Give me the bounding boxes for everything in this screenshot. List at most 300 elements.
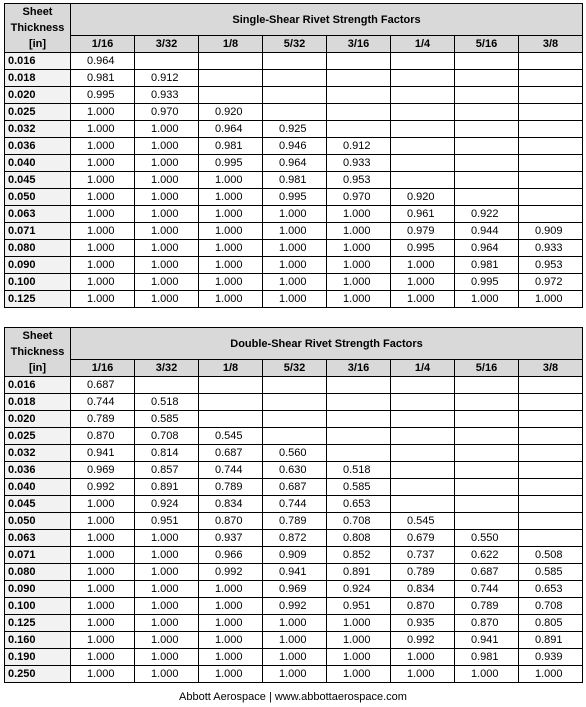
factor-cell: 0.872 — [263, 530, 327, 547]
sheet-thickness-cell: 0.160 — [5, 632, 71, 649]
factor-cell: 0.687 — [455, 564, 519, 581]
sheet-thickness-cell: 0.032 — [5, 445, 71, 462]
factor-cell: 1.000 — [135, 223, 199, 240]
factor-cell: 0.912 — [327, 138, 391, 155]
factor-cell — [455, 172, 519, 189]
rivet-diameter-header: 3/16 — [327, 360, 391, 377]
table-row — [5, 189, 583, 206]
sheet-thickness-cell: 0.063 — [5, 530, 71, 547]
factor-cell — [455, 87, 519, 104]
sheet-thickness-cell: 0.125 — [5, 615, 71, 632]
table-row — [5, 172, 583, 189]
sheet-thickness-cell: 0.020 — [5, 87, 71, 104]
factor-cell — [391, 138, 455, 155]
factor-cell: 1.000 — [519, 291, 583, 308]
factor-cell: 0.981 — [455, 649, 519, 666]
factor-cell: 1.000 — [135, 240, 199, 257]
factor-cell — [455, 70, 519, 87]
factor-cell: 0.870 — [391, 598, 455, 615]
table-row — [5, 121, 583, 138]
factor-cell: 0.545 — [199, 428, 263, 445]
factor-cell: 1.000 — [71, 496, 135, 513]
factor-cell: 0.970 — [135, 104, 199, 121]
factor-cell — [455, 513, 519, 530]
sheet-thickness-header — [5, 4, 71, 53]
factor-cell: 1.000 — [327, 274, 391, 291]
factor-cell: 0.953 — [327, 172, 391, 189]
factor-cell — [327, 377, 391, 394]
sheet-thickness-cell: 0.025 — [5, 428, 71, 445]
sheet-thickness-cell: 0.125 — [5, 291, 71, 308]
factor-cell: 0.992 — [71, 479, 135, 496]
factor-cell: 0.924 — [327, 581, 391, 598]
factor-cell: 1.000 — [71, 598, 135, 615]
factor-cell: 0.545 — [391, 513, 455, 530]
factor-cell: 0.891 — [327, 564, 391, 581]
rivet-diameter-header: 3/32 — [135, 36, 199, 53]
sheet-thickness-cell: 0.036 — [5, 138, 71, 155]
factor-cell: 1.000 — [135, 581, 199, 598]
sheet-thickness-cell: 0.071 — [5, 547, 71, 564]
factor-cell: 0.961 — [391, 206, 455, 223]
factor-cell — [263, 70, 327, 87]
factor-cell: 0.834 — [391, 581, 455, 598]
factor-cell: 0.933 — [327, 155, 391, 172]
factor-cell — [263, 104, 327, 121]
factor-cell: 0.737 — [391, 547, 455, 564]
factor-cell: 0.924 — [135, 496, 199, 513]
sheet-thickness-cell: 0.040 — [5, 479, 71, 496]
sheet-thickness-cell: 0.100 — [5, 274, 71, 291]
sheet-thickness-cell: 0.090 — [5, 581, 71, 598]
sheet-thickness-cell: 0.050 — [5, 513, 71, 530]
table-row — [5, 411, 583, 428]
factor-cell: 1.000 — [135, 206, 199, 223]
factor-cell: 1.000 — [455, 291, 519, 308]
factor-cell — [519, 479, 583, 496]
factor-cell: 1.000 — [71, 138, 135, 155]
factor-cell — [327, 87, 391, 104]
factor-cell: 0.995 — [71, 87, 135, 104]
factor-cell: 1.000 — [263, 291, 327, 308]
table-row — [5, 87, 583, 104]
table-row — [5, 257, 583, 274]
sheet-thickness-cell: 0.250 — [5, 666, 71, 683]
factor-cell: 0.992 — [263, 598, 327, 615]
factor-cell: 1.000 — [71, 530, 135, 547]
factor-cell: 1.000 — [455, 666, 519, 683]
factor-cell: 1.000 — [199, 223, 263, 240]
factor-cell: 0.933 — [135, 87, 199, 104]
table-row — [5, 513, 583, 530]
factor-cell — [519, 53, 583, 70]
factor-cell: 1.000 — [263, 666, 327, 683]
table-row — [5, 138, 583, 155]
factor-cell: 0.951 — [327, 598, 391, 615]
factor-cell: 1.000 — [135, 189, 199, 206]
sheet-thickness-cell: 0.080 — [5, 564, 71, 581]
factor-cell — [391, 377, 455, 394]
factor-cell: 0.981 — [71, 70, 135, 87]
factor-cell: 1.000 — [199, 189, 263, 206]
factor-cell: 1.000 — [135, 155, 199, 172]
factor-cell: 0.972 — [519, 274, 583, 291]
factor-cell: 0.508 — [519, 547, 583, 564]
factor-cell: 0.687 — [71, 377, 135, 394]
factor-cell — [327, 104, 391, 121]
factor-cell — [327, 53, 391, 70]
factor-cell — [519, 206, 583, 223]
table-row — [5, 377, 583, 394]
factor-cell: 0.585 — [519, 564, 583, 581]
factor-cell: 1.000 — [71, 291, 135, 308]
factor-cell: 0.687 — [199, 445, 263, 462]
factor-cell — [519, 394, 583, 411]
rivet-diameter-header: 5/32 — [263, 36, 327, 53]
factor-cell: 1.000 — [71, 257, 135, 274]
factor-cell: 0.744 — [455, 581, 519, 598]
factor-cell: 0.966 — [199, 547, 263, 564]
factor-cell: 1.000 — [135, 291, 199, 308]
factor-cell: 0.550 — [455, 530, 519, 547]
factor-cell — [455, 138, 519, 155]
corner-line: [in] — [28, 38, 47, 50]
factor-cell: 1.000 — [71, 104, 135, 121]
table-row — [5, 632, 583, 649]
factor-cell: 1.000 — [71, 206, 135, 223]
factor-cell: 0.964 — [199, 121, 263, 138]
factor-cell: 0.979 — [391, 223, 455, 240]
factor-cell: 1.000 — [135, 666, 199, 683]
table-body — [5, 53, 583, 308]
sheet-thickness-cell: 0.050 — [5, 189, 71, 206]
factor-cell: 1.000 — [71, 581, 135, 598]
factor-cell: 0.969 — [71, 462, 135, 479]
factor-cell — [519, 70, 583, 87]
factor-cell: 0.935 — [391, 615, 455, 632]
factor-cell: 1.000 — [135, 530, 199, 547]
factor-cell: 0.891 — [135, 479, 199, 496]
factor-cell: 1.000 — [71, 547, 135, 564]
factor-cell: 1.000 — [519, 666, 583, 683]
factor-cell: 1.000 — [71, 615, 135, 632]
factor-cell: 1.000 — [327, 223, 391, 240]
table-row — [5, 240, 583, 257]
factor-cell — [135, 53, 199, 70]
table-row — [5, 428, 583, 445]
sheet-thickness-cell: 0.080 — [5, 240, 71, 257]
factor-cell — [391, 172, 455, 189]
factor-cell: 0.981 — [455, 257, 519, 274]
factor-cell — [391, 462, 455, 479]
factor-cell: 0.744 — [199, 462, 263, 479]
factor-cell: 0.870 — [71, 428, 135, 445]
factor-cell — [391, 479, 455, 496]
factor-cell — [327, 428, 391, 445]
factor-cell: 1.000 — [263, 257, 327, 274]
factor-cell: 1.000 — [71, 274, 135, 291]
factor-cell: 0.653 — [519, 581, 583, 598]
table-row — [5, 394, 583, 411]
factor-cell: 1.000 — [327, 632, 391, 649]
factor-cell — [391, 87, 455, 104]
factor-cell: 0.969 — [263, 581, 327, 598]
factor-cell — [391, 70, 455, 87]
factor-cell: 0.808 — [327, 530, 391, 547]
factor-cell: 0.995 — [455, 274, 519, 291]
rivet-diameter-header: 3/8 — [519, 360, 583, 377]
factor-cell: 0.789 — [391, 564, 455, 581]
factor-cell: 0.852 — [327, 547, 391, 564]
factor-cell: 0.622 — [455, 547, 519, 564]
factor-cell: 0.744 — [263, 496, 327, 513]
factor-cell — [263, 411, 327, 428]
factor-cell — [455, 377, 519, 394]
factor-cell: 0.941 — [71, 445, 135, 462]
rivet-diameter-header: 3/8 — [519, 36, 583, 53]
factor-cell: 0.870 — [455, 615, 519, 632]
double-shear-table — [4, 327, 583, 683]
factor-cell: 0.920 — [199, 104, 263, 121]
factor-cell: 1.000 — [391, 649, 455, 666]
factor-cell — [327, 411, 391, 428]
rivet-diameter-header: 3/16 — [327, 36, 391, 53]
factor-cell — [519, 104, 583, 121]
factor-cell — [263, 428, 327, 445]
factor-cell: 1.000 — [327, 206, 391, 223]
factor-cell — [519, 189, 583, 206]
factor-cell: 1.000 — [263, 274, 327, 291]
rivet-diameter-header: 1/16 — [71, 360, 135, 377]
factor-cell: 1.000 — [199, 206, 263, 223]
factor-cell: 0.789 — [199, 479, 263, 496]
factor-cell: 1.000 — [135, 172, 199, 189]
rivet-diameter-header: 1/4 — [391, 360, 455, 377]
factor-cell: 1.000 — [199, 598, 263, 615]
factor-cell — [199, 53, 263, 70]
factor-cell — [391, 121, 455, 138]
table-row — [5, 564, 583, 581]
factor-cell — [391, 411, 455, 428]
factor-cell — [519, 377, 583, 394]
factor-cell — [199, 377, 263, 394]
table-row — [5, 274, 583, 291]
factor-cell: 0.925 — [263, 121, 327, 138]
rivet-diameter-header: 1/8 — [199, 36, 263, 53]
factor-cell: 0.744 — [71, 394, 135, 411]
factor-cell: 1.000 — [135, 121, 199, 138]
table-title: Single-Shear Rivet Strength Factors — [71, 4, 583, 36]
factor-cell: 1.000 — [135, 598, 199, 615]
factor-cell: 1.000 — [263, 240, 327, 257]
rivet-diameter-header: 3/32 — [135, 360, 199, 377]
factor-cell: 0.939 — [519, 649, 583, 666]
factor-cell — [455, 496, 519, 513]
sheet-thickness-cell: 0.025 — [5, 104, 71, 121]
factor-cell — [519, 138, 583, 155]
factor-cell: 0.909 — [263, 547, 327, 564]
factor-cell — [455, 53, 519, 70]
factor-cell: 1.000 — [199, 274, 263, 291]
table-row — [5, 104, 583, 121]
table-row — [5, 462, 583, 479]
table-row — [5, 496, 583, 513]
sheet-thickness-cell: 0.032 — [5, 121, 71, 138]
factor-cell: 1.000 — [263, 206, 327, 223]
factor-cell: 1.000 — [135, 138, 199, 155]
factor-cell: 0.933 — [519, 240, 583, 257]
factor-cell: 1.000 — [71, 172, 135, 189]
table-row — [5, 615, 583, 632]
factor-cell: 1.000 — [391, 257, 455, 274]
factor-cell: 1.000 — [71, 155, 135, 172]
factor-cell — [455, 479, 519, 496]
factor-cell — [519, 87, 583, 104]
sheet-thickness-cell: 0.090 — [5, 257, 71, 274]
table-row — [5, 155, 583, 172]
factor-cell: 0.920 — [391, 189, 455, 206]
factor-cell — [391, 104, 455, 121]
factor-cell — [519, 155, 583, 172]
factor-cell: 1.000 — [391, 291, 455, 308]
factor-cell: 1.000 — [263, 615, 327, 632]
factor-cell — [519, 121, 583, 138]
corner-line: Thickness — [10, 346, 65, 358]
factor-cell: 1.000 — [71, 121, 135, 138]
factor-cell: 1.000 — [71, 666, 135, 683]
table-row — [5, 291, 583, 308]
factor-cell: 0.946 — [263, 138, 327, 155]
factor-cell: 0.964 — [455, 240, 519, 257]
table-row — [5, 649, 583, 666]
factor-cell: 0.857 — [135, 462, 199, 479]
factor-cell: 1.000 — [327, 240, 391, 257]
rivet-diameter-header: 1/16 — [71, 36, 135, 53]
table-row — [5, 530, 583, 547]
factor-cell — [327, 394, 391, 411]
sheet-thickness-cell: 0.016 — [5, 53, 71, 70]
factor-cell: 0.687 — [263, 479, 327, 496]
sheet-thickness-cell: 0.040 — [5, 155, 71, 172]
factor-cell — [391, 155, 455, 172]
factor-cell: 0.630 — [263, 462, 327, 479]
corner-line: Sheet — [22, 6, 53, 18]
factor-cell — [327, 445, 391, 462]
factor-cell: 1.000 — [71, 564, 135, 581]
factor-cell: 1.000 — [71, 513, 135, 530]
factor-cell: 0.992 — [391, 632, 455, 649]
factor-cell: 1.000 — [327, 291, 391, 308]
factor-cell: 0.981 — [199, 138, 263, 155]
factor-cell: 0.951 — [135, 513, 199, 530]
factor-cell: 0.805 — [519, 615, 583, 632]
factor-cell — [391, 53, 455, 70]
factor-cell: 1.000 — [199, 666, 263, 683]
factor-cell: 1.000 — [71, 189, 135, 206]
factor-cell: 0.995 — [391, 240, 455, 257]
rivet-diameter-header: 1/8 — [199, 360, 263, 377]
factor-cell: 1.000 — [71, 632, 135, 649]
factor-cell: 1.000 — [199, 257, 263, 274]
factor-cell — [263, 87, 327, 104]
sheet-thickness-cell: 0.063 — [5, 206, 71, 223]
sheet-thickness-cell: 0.100 — [5, 598, 71, 615]
factor-cell — [263, 53, 327, 70]
factor-cell — [455, 462, 519, 479]
factor-cell: 0.992 — [199, 564, 263, 581]
sheet-thickness-header — [5, 328, 71, 377]
factor-cell: 0.708 — [135, 428, 199, 445]
factor-cell: 1.000 — [199, 172, 263, 189]
factor-cell: 0.909 — [519, 223, 583, 240]
table-row — [5, 206, 583, 223]
table-title: Double-Shear Rivet Strength Factors — [71, 328, 583, 360]
table-body — [5, 377, 583, 683]
factor-cell — [327, 70, 391, 87]
factor-cell: 1.000 — [327, 666, 391, 683]
table-row — [5, 70, 583, 87]
factor-cell — [391, 428, 455, 445]
factor-cell: 0.560 — [263, 445, 327, 462]
factor-cell — [519, 496, 583, 513]
corner-line: Sheet — [22, 330, 53, 342]
factor-cell — [455, 155, 519, 172]
factor-cell: 1.000 — [391, 274, 455, 291]
sheet-thickness-cell: 0.016 — [5, 377, 71, 394]
factor-cell: 1.000 — [327, 649, 391, 666]
factor-cell — [135, 377, 199, 394]
factor-cell — [199, 394, 263, 411]
sheet-thickness-cell: 0.018 — [5, 394, 71, 411]
factor-cell: 0.970 — [327, 189, 391, 206]
table-row — [5, 53, 583, 70]
sheet-thickness-cell: 0.020 — [5, 411, 71, 428]
factor-cell: 0.585 — [327, 479, 391, 496]
factor-cell: 0.995 — [263, 189, 327, 206]
factor-cell: 1.000 — [135, 649, 199, 666]
factor-cell: 0.941 — [455, 632, 519, 649]
factor-cell: 1.000 — [263, 223, 327, 240]
factor-cell — [327, 121, 391, 138]
factor-cell: 0.708 — [327, 513, 391, 530]
factor-cell — [519, 445, 583, 462]
factor-cell: 0.834 — [199, 496, 263, 513]
column-header-row — [5, 360, 583, 377]
factor-cell: 1.000 — [263, 632, 327, 649]
footer-credit: Abbott Aerospace | www.abbottaerospace.com — [179, 691, 407, 703]
factor-cell: 1.000 — [263, 649, 327, 666]
factor-cell — [455, 189, 519, 206]
sheet-thickness-cell: 0.018 — [5, 70, 71, 87]
factor-cell — [519, 428, 583, 445]
factor-cell — [199, 87, 263, 104]
factor-cell: 0.870 — [199, 513, 263, 530]
factor-cell — [455, 445, 519, 462]
sheet-thickness-cell: 0.045 — [5, 172, 71, 189]
sheet-thickness-cell: 0.045 — [5, 496, 71, 513]
factor-cell: 0.922 — [455, 206, 519, 223]
factor-cell: 0.518 — [327, 462, 391, 479]
factor-cell: 1.000 — [327, 615, 391, 632]
factor-cell: 1.000 — [135, 257, 199, 274]
table-row — [5, 445, 583, 462]
factor-cell: 1.000 — [135, 632, 199, 649]
factor-cell — [519, 530, 583, 547]
factor-cell: 1.000 — [199, 581, 263, 598]
factor-cell: 0.814 — [135, 445, 199, 462]
factor-cell: 0.995 — [199, 155, 263, 172]
factor-cell: 1.000 — [327, 257, 391, 274]
